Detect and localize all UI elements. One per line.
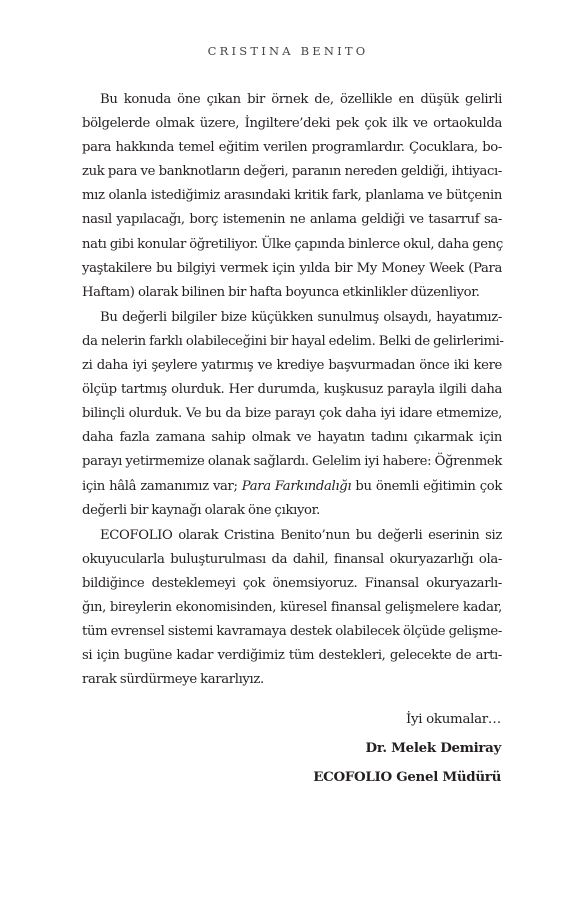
book-title: Para Farkındalığı (241, 478, 352, 494)
text-run: bu önemli eğitimin çok (351, 478, 502, 494)
text-line: Haftam) olarak bilinen bir hafta boyunca etkinlikler düzenliyor. (82, 284, 480, 300)
text-line: zuk para ve banknotların değeri, paranın nereden geldiği, ihtiyacı- (82, 164, 502, 180)
text-line: değerli bir kaynağı olarak öne çıkıyor. (82, 502, 320, 518)
paragraph-1 (82, 88, 502, 305)
text-line: parayı yetirmemize olanak sağlardı. Gelelim iyi habere: Öğrenmek (82, 454, 502, 470)
signatory-title: ECOFOLIO Genel Müdürü (313, 769, 501, 785)
paragraph-2 (82, 306, 502, 523)
text-line: daha fazla zamana sahip olmak ve hayatın tadını çıkarmak için (82, 430, 502, 446)
text-line: para hakkında temel eğitim verilen programlardır. Çocuklara, bo- (82, 140, 502, 156)
text-line-with-italic-title (82, 475, 502, 499)
text-line: rarak sürdürmeye kararlıyız. (82, 672, 264, 688)
body-text (82, 88, 502, 692)
text-line: bildiğince desteklemeyi çok önemsiyoruz. Finansal okuryazarlı- (82, 575, 502, 591)
text-line: Bu değerli bilgiler bize küçükken sunulmuş olsaydı, hayatımız- (100, 309, 502, 325)
paragraph-3 (82, 524, 502, 693)
closing-greeting: İyi okumalar… (405, 712, 501, 727)
text-line: ğın, bireylerin ekonomisinden, küresel finansal gelişmelere kadar, (82, 599, 502, 615)
text-line: natı gibi konular öğretiliyor. Ülke çapında binlerce okul, daha genç (82, 236, 503, 252)
text-line: si için bugüne kadar verdiğimiz tüm destekleri, gelecekte de artı- (82, 648, 502, 664)
text-line: nasıl yapılacağı, borç istemenin ne anlama geldiği ve tasarruf sa- (82, 212, 502, 228)
text-line: zi daha iyi şeylere yatırmış ve krediye başvurmadan önce iki kere (82, 358, 502, 374)
text-line: tüm evrensel sistemi kavramaya destek olabilecek ölçüde gelişme- (82, 624, 502, 640)
text-line: okuyucularla buluşturulması da dahil, finansal okuryazarlığı ola- (82, 551, 502, 567)
text-line: ölçüp tartmış olurduk. Her durumda, kuşkusuz parayla ilgili daha (82, 382, 502, 398)
text-line: ECOFOLIO olarak Cristina Benito’nun bu değerli eserinin siz (100, 527, 502, 543)
text-line: bölgelerde olmak üzere, İngiltere’deki pek çok ilk ve ortaokulda (82, 116, 502, 132)
closing-signature (82, 705, 501, 792)
text-line: da nelerin farklı olabileceğini bir hayal edelim. Belki de gelirlerimi- (82, 333, 504, 349)
running-head: CRISTINA BENITO (207, 44, 369, 58)
text-line: yaştakilere bu bilgiyi vermek için yılda bir My Money Week (Para (82, 260, 502, 276)
text-run: için hâlâ zamanımız var; (82, 478, 242, 494)
text-line: bilinçli olurduk. Ve bu da bize parayı çok daha iyi idare etmemize, (82, 406, 502, 422)
text-line: Bu konuda öne çıkan bir örnek de, özellikle en düşük gelirli (100, 92, 502, 107)
signatory-name: Dr. Melek Demiray (365, 740, 501, 756)
text-line: mız olanla istediğimiz arasındaki kritik fark, planlama ve bütçenin (82, 188, 502, 204)
